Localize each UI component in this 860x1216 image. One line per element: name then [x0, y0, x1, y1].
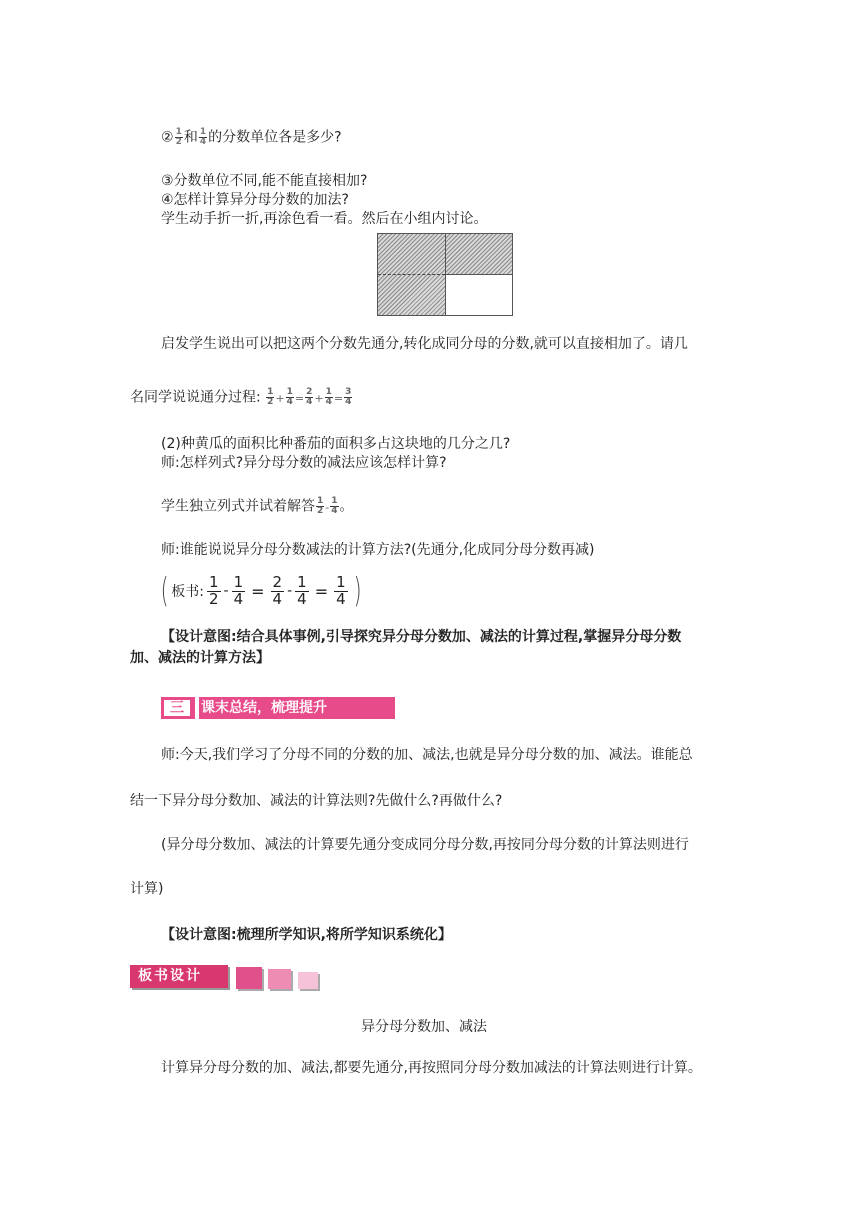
decor-square-2 — [268, 969, 291, 989]
fraction-quarter: $\frac{1}{4}$ — [199, 127, 207, 147]
section-3-number: 三 — [164, 700, 190, 716]
board-title: 异分母分数加、减法 — [361, 1019, 487, 1035]
fraction-half: $\frac{1}{2}$ — [175, 127, 182, 147]
board-label: 板书: — [171, 584, 204, 600]
board-design-header — [130, 965, 228, 988]
summary-line-1: 师:今天,我们学习了分母不同的分数的加、减法,也就是异分母分数的加、减法。谁能总 — [161, 747, 693, 763]
design-intent-2: 【设计意图:梳理所学知识,将所学知识系统化】 — [161, 927, 452, 943]
teacher-method: 师:谁能说说异分母分数减法的计算方法?(先通分,化成同分母分数再减) — [161, 542, 595, 558]
diagram-dashed-line — [378, 274, 445, 275]
question-4: ④怎样计算异分母分数的加法? — [161, 192, 349, 208]
fraction-diagram — [377, 233, 513, 316]
answer-line-1: (异分母分数加、减法的计算要先通分变成同分母分数,再按同分母分数的计算法则进行 — [161, 837, 689, 853]
paragraph-1-line-1: 启发学生说出可以把这两个分数先通分,转化成同分母的分数,就可以直接相加了。请几 — [161, 336, 688, 352]
diagram-horizontal-line — [445, 274, 512, 275]
eq-frac: $\frac{1}{2}$ — [267, 387, 274, 407]
question-3: ③分数单位不同,能不能直接相加? — [161, 173, 368, 189]
board-rule: 计算异分母分数的加、减法,都要先通分,再按照同分母分数加减法的计算法则进行计算。 — [161, 1060, 702, 1076]
board-formula: ( 板书: 1 2 - $\frac{1}{4}$ = $\frac{2}{4}$ - $\frac{1}{4}$ = $\frac{1}{4}$ ) — [160, 571, 362, 611]
answer-line-2: 计算) — [130, 881, 164, 897]
board-design-label: 板书设计 — [138, 968, 202, 984]
equation-add: $\frac{1}{2}$ + $\frac{1}{4}$ = $\frac{2}{4}$ + $\frac{1}{4}$ = $\frac{3}{4}$ — [267, 387, 352, 407]
paragraph-1-line-2: 名同学说说通分过程: $\frac{1}{2}$ + $\frac{1}{4}$ = $\frac{2}{4}$ + $\frac{1}{4}$ = $\frac{3}{4}$ — [130, 387, 352, 407]
summary-line-2: 结一下异分母分数加、减法的计算法则?先做什么?再做什么? — [130, 793, 503, 809]
question-2-number: ② — [161, 129, 174, 146]
decor-square-1 — [236, 967, 262, 989]
section-3-title: 课末总结，梳理提升 — [201, 700, 327, 716]
eq-frac: $\frac{2}{4}$ — [306, 387, 313, 407]
teacher-question: 师:怎样列式?异分母分数的减法应该怎样计算? — [161, 455, 447, 471]
student-solve: 学生独立列式并试着解答 $\frac{1}{2}$ - $\frac{1}{4}$ 。 — [161, 496, 354, 516]
question-cucumber: (2)种黄瓜的面积比种番茄的面积多占这块地的几分之几? — [161, 436, 511, 452]
eq-frac: $\frac{3}{4}$ — [345, 387, 352, 407]
section-3-banner — [161, 697, 395, 719]
eq-frac: $\frac{1}{4}$ — [286, 387, 293, 407]
diagram-top-right-quarter — [445, 234, 512, 274]
activity-text: 学生动手折一折,再涂色看一看。然后在小组内讨论。 — [161, 211, 488, 227]
question-2: ② $\frac{1}{2}$ 和 $\frac{1}{4}$ 的分数单位各是多少? — [161, 127, 342, 147]
design-intent-1-line-2: 加、减法的计算方法】 — [130, 650, 270, 666]
eq-frac: $\frac{1}{4}$ — [325, 387, 332, 407]
decor-square-3 — [298, 972, 318, 989]
design-intent-1-line-1: 【设计意图:结合具体事例,引导探究异分母分数加、减法的计算过程,掌握异分母分数 — [161, 629, 682, 645]
